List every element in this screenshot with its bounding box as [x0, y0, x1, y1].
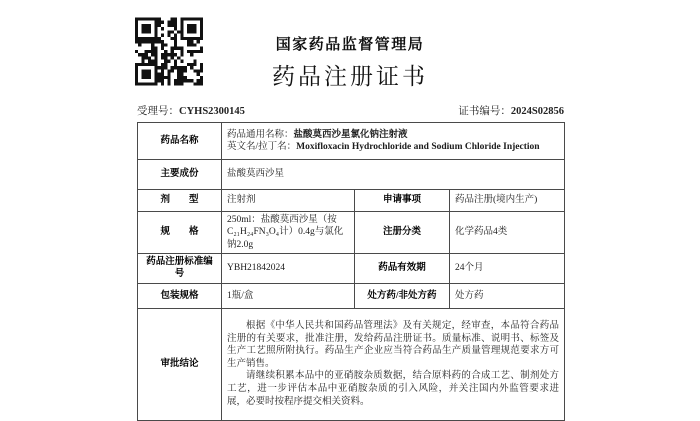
- table-row-spec: [138, 212, 565, 254]
- field-label-dosage-form: 剂 型: [138, 190, 222, 212]
- field-label-approval: 审批结论: [138, 308, 222, 420]
- field-value-dosage-form: 注射剂: [222, 190, 355, 212]
- field-label-standard-no: 药品注册标准编号: [138, 254, 222, 284]
- table-row-package: [138, 283, 565, 308]
- agency-name: 国家药品监督管理局: [275, 36, 425, 53]
- certificate-no: 证书编号：2024S02856: [458, 106, 564, 117]
- table-row-ingredients: [138, 160, 565, 190]
- field-value-standard-no: YBH21842024: [222, 254, 355, 284]
- field-label-validity: 药品有效期: [355, 254, 450, 284]
- table-row-standard-no: [138, 254, 565, 284]
- field-value-ingredients: 盐酸莫西沙星: [222, 160, 565, 190]
- field-value-reg-class: 化学药品4类: [450, 212, 565, 254]
- field-label-spec: 规 格: [138, 212, 222, 254]
- field-label-ingredients: 主要成份: [138, 160, 222, 190]
- field-value-drug-name: 药品通用名称：盐酸莫西沙星氯化钠注射液 英文名/拉丁名：Moxifloxacin Hydrochloride and Sodium Chloride Injection: [222, 123, 565, 160]
- certificate-title: 药品注册证书: [272, 64, 428, 89]
- field-label-drug-name: 药品名称: [138, 123, 222, 160]
- certificate-table: [137, 122, 565, 421]
- approval-paragraph-2: 请继续积累本品中的亚硝胺杂质数据，结合原料药的合成工艺、制剂处方工艺，进一步评估本品中亚硝胺杂质的引入风险，并关注国内外监管要求进展，必要时按程序提交相关资料。: [227, 371, 560, 407]
- table-row-dosage-form: [138, 190, 565, 212]
- field-value-validity: 24个月: [450, 254, 565, 284]
- field-value-application: 药品注册(境内生产): [450, 190, 565, 212]
- field-value-spec: 250ml：盐酸莫西沙星（按C₂₁H₂₄FN₃O₄计）0.4g与氯化钠2.0g: [222, 212, 355, 254]
- field-value-package: 1瓶/盒: [222, 283, 355, 308]
- field-label-application: 申请事项: [355, 190, 450, 212]
- approval-paragraph-1: 根据《中华人民共和国药品管理法》及有关规定，经审查，本品符合药品注册的有关要求，批准注册，发给药品注册证书。质量标准、说明书、标签及生产工艺照所附执行。药品生产企业应当符合药品生产质量管理规范要求方可生产销售。: [227, 321, 560, 369]
- field-value-rx: 处方药: [450, 283, 565, 308]
- meta-row: [137, 103, 564, 118]
- table-row-drug-name: [138, 123, 565, 160]
- field-value-approval: [222, 308, 565, 420]
- field-label-package: 包装规格: [138, 283, 222, 308]
- table-row-approval: [138, 308, 565, 420]
- field-label-reg-class: 注册分类: [355, 212, 450, 254]
- acceptance-no: 受理号：CYHS2300145: [137, 106, 245, 117]
- field-label-rx: 处方药/非处方药: [355, 283, 450, 308]
